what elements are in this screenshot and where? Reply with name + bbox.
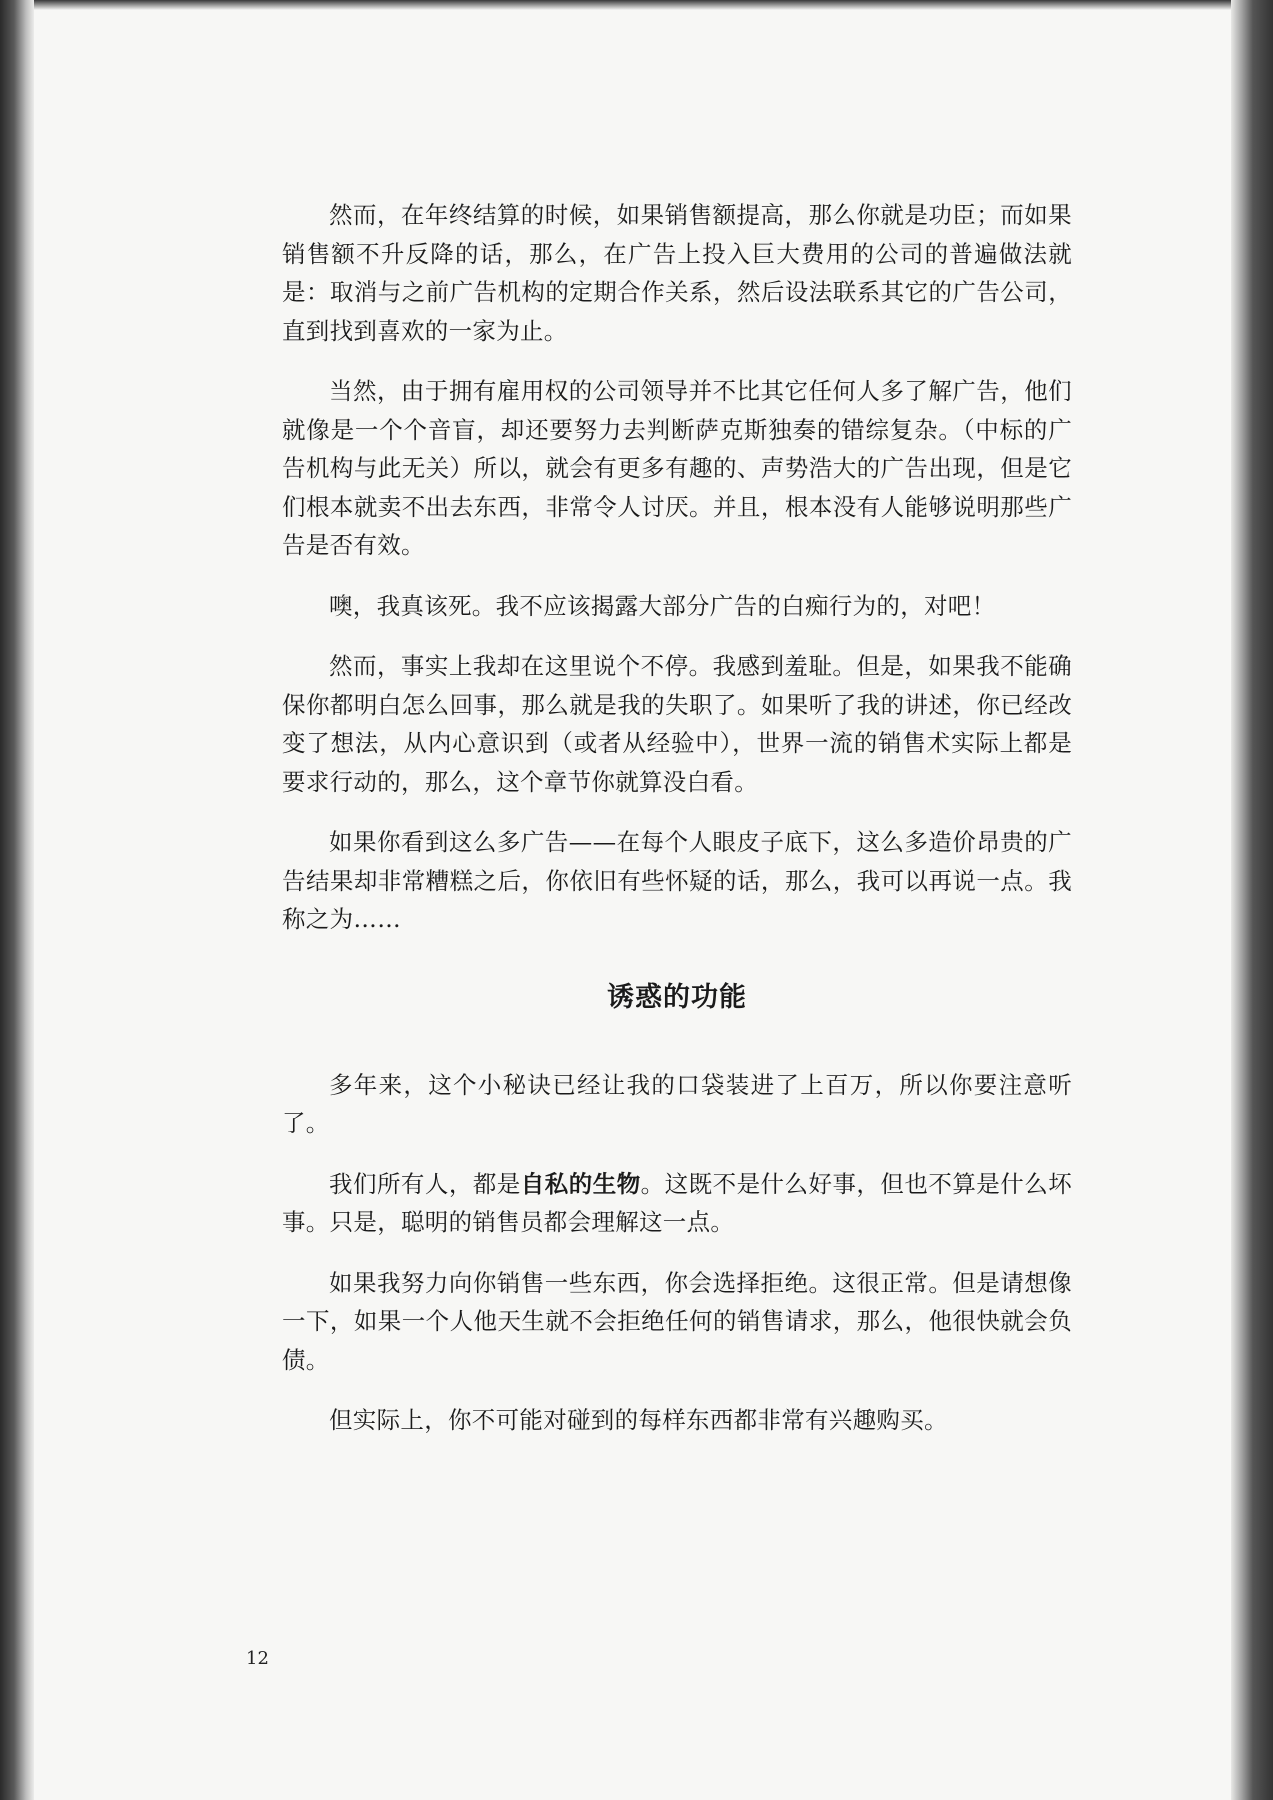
paragraph: 如果你看到这么多广告——在每个人眼皮子底下，这么多造价昂贵的广告结果却非常糟糕之后，你依旧有些怀疑的话，那么，我可以再说一点。我称之为…… xyxy=(282,828,1072,933)
paragraph-text: 。这既不是什么好事，但也不算是什么坏事。只是，聪明的销售员都会理解这一点。 xyxy=(282,1169,1073,1236)
scan-top-edge xyxy=(0,0,1273,10)
paragraph: 然而，事实上我却在这里说个不停。我感到羞耻。但是，如果我不能确保你都明白怎么回事，那么就是我的失职了。如果听了我的讲述，你已经改变了想法，从内心意识到（或者从经验中），世界一流的销售术实际上都是要求行动的，那么，这个章节你就算没白看。 xyxy=(282,652,1072,796)
paragraph-selfish xyxy=(282,1165,1072,1242)
section-title: 诱惑的功能 xyxy=(607,981,747,1013)
paragraph: 多年来，这个小秘诀已经让我的口袋装进了上百万，所以你要注意听了。 xyxy=(282,1070,1072,1137)
paragraph-text: 我们所有人，都是 xyxy=(329,1169,521,1198)
body-text xyxy=(282,196,1072,1462)
scan-right-edge xyxy=(1231,0,1273,1800)
paragraph: 如果我努力向你销售一些东西，你会选择拒绝。这很正常。但是请想像一下，如果一个人他天生就不会拒绝任何的销售请求，那么，他很快就会负债。 xyxy=(282,1268,1072,1374)
paragraph: 当然，由于拥有雇用权的公司领导并不比其它任何人多了解广告，他们就像是一个个音盲，却还要努力去判断萨克斯独奏的错综复杂。（中标的广告机构与此无关）所以，就会有更多有趣的、声势浩大的广告出现，但是它们根本就卖不出去东西，非常令人讨厌。并且，根本没有人能够说明那些广告是否有效。 xyxy=(282,377,1072,559)
emphasis-text: 自私的生物 xyxy=(520,1169,641,1198)
scan-left-edge xyxy=(0,0,34,1800)
page-number: 12 xyxy=(246,1648,269,1669)
paragraph: 噢，我真该死。我不应该揭露大部分广告的白痴行为的，对吧！ xyxy=(329,591,996,620)
paragraph: 但实际上，你不可能对碰到的每样东西都非常有兴趣购买。 xyxy=(329,1406,948,1434)
paragraph: 然而，在年终结算的时候，如果销售额提高，那么你就是功臣；而如果销售额不升反降的话，那么，在广告上投入巨大费用的公司的普遍做法就是：取消与之前广告机构的定期合作关系，然后设法联系其它的广告公司，直到找到喜欢的一家为止。 xyxy=(282,201,1072,345)
